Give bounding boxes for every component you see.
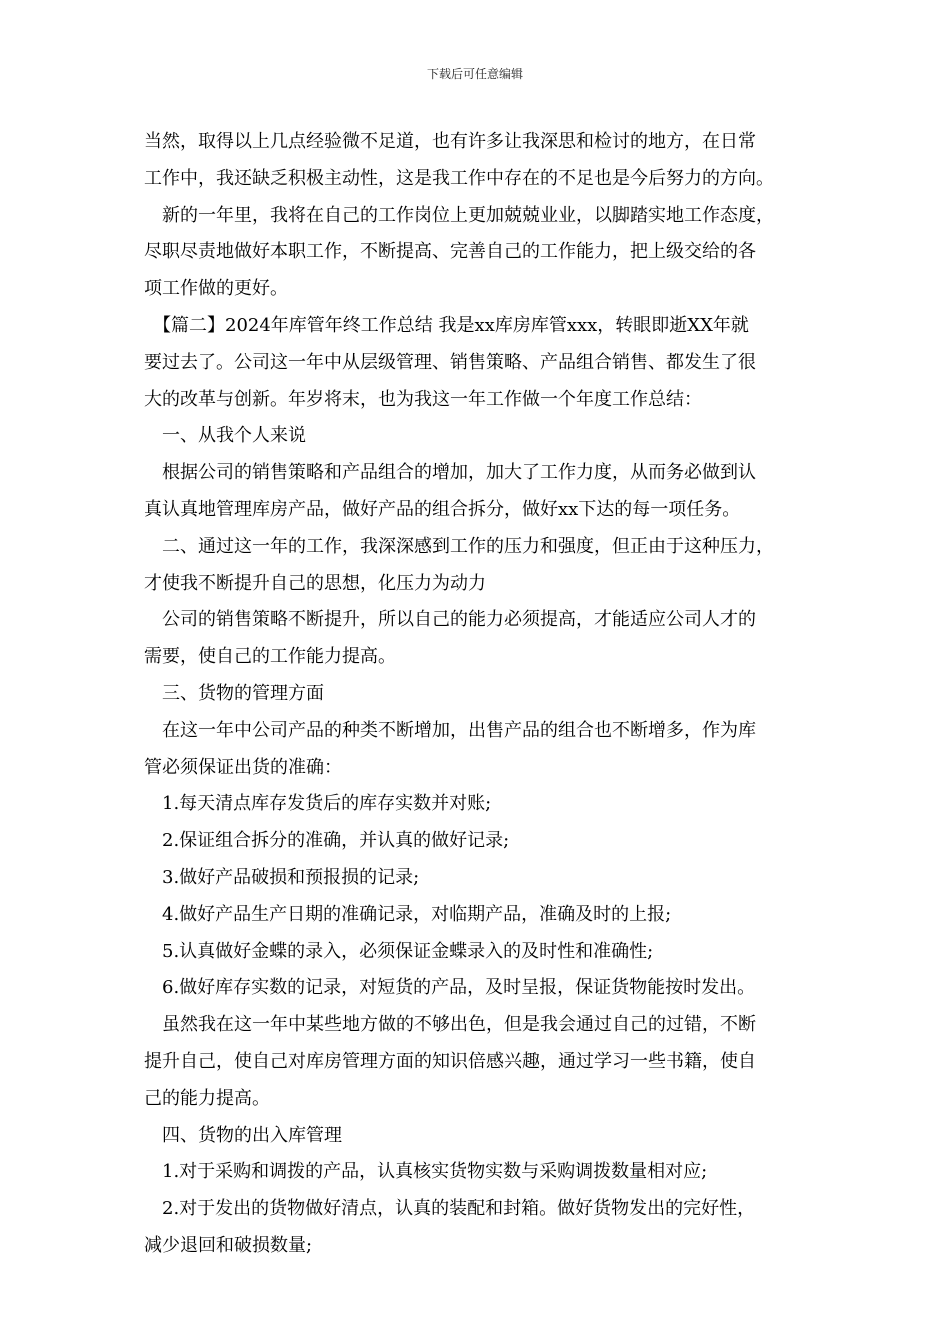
list-item: 2.对于发出的货物做好清点，认真的装配和封箱。做好货物发出的完好性， — [144, 1198, 756, 1220]
text-line: 虽然我在这一年中某些地方做的不够出色，但是我会通过自己的过错，不断 — [144, 1014, 756, 1036]
text-line: 需要，使自己的工作能力提高。 — [144, 646, 396, 668]
text-line: 在这一年中公司产品的种类不断增加，出售产品的组合也不断增多，作为库 — [144, 719, 756, 741]
list-item: 4.做好产品生产日期的准确记录，对临期产品，准确及时的上报; — [144, 903, 672, 925]
list-item: 5.认真做好金蝶的录入，必须保证金蝶录入的及时性和准确性; — [144, 940, 654, 962]
text-line: 真认真地管理库房产品，做好产品的组合拆分，做好xx下达的每一项任务。 — [144, 498, 741, 520]
section-heading: 二、通过这一年的工作，我深深感到工作的压力和强度，但正由于这种压力， — [144, 535, 774, 557]
text-line: 才使我不断提升自己的思想，化压力为动力 — [144, 572, 486, 594]
text-line: 己的能力提高。 — [144, 1087, 270, 1109]
text-line: 减少退回和破损数量; — [144, 1234, 313, 1256]
text-line: 公司的销售策略不断提升，所以自己的能力必须提高，才能适应公司人才的 — [144, 609, 756, 631]
text-line: 【篇二】2024年库管年终工作总结 我是xx库房库管xxx，转眼即逝XX年就 — [144, 314, 749, 336]
text-line: 项工作做的更好。 — [144, 278, 288, 300]
text-line: 工作中，我还缺乏积极主动性，这是我工作中存在的不足也是今后努力的方向。 — [144, 167, 774, 189]
section-heading: 一、从我个人来说 — [144, 425, 306, 447]
text-line: 新的一年里，我将在自己的工作岗位上更加兢兢业业，以脚踏实地工作态度， — [144, 204, 774, 226]
text-line: 管必须保证出货的准确： — [144, 756, 342, 778]
list-item: 1.每天清点库存发货后的库存实数并对账; — [144, 793, 492, 815]
page-header: 下载后可任意编辑 — [426, 67, 523, 81]
document-body — [144, 124, 824, 1265]
text-line: 当然，取得以上几点经验微不足道，也有许多让我深思和检讨的地方，在日常 — [144, 131, 756, 152]
text-line: 根据公司的销售策略和产品组合的增加，加大了工作力度，从而务必做到认 — [144, 462, 756, 484]
text-line: 大的改革与创新。年岁将末，也为我这一年工作做一个年度工作总结： — [144, 388, 702, 410]
section-heading: 四、货物的出入库管理 — [144, 1124, 342, 1146]
list-item: 1.对于采购和调拨的产品，认真核实货物实数与采购调拨数量相对应; — [144, 1161, 708, 1183]
list-item: 3.做好产品破损和预报损的记录; — [144, 866, 420, 888]
list-item: 2.保证组合拆分的准确，并认真的做好记录; — [144, 830, 510, 852]
list-item: 6.做好库存实数的记录，对短货的产品，及时呈报，保证货物能按时发出。 — [144, 977, 756, 999]
text-line: 要过去了。公司这一年中从层级管理、销售策略、产品组合销售、都发生了很 — [144, 351, 756, 373]
section-heading: 三、货物的管理方面 — [144, 682, 324, 704]
text-line: 提升自己，使自己对库房管理方面的知识倍感兴趣，通过学习一些书籍，使自 — [144, 1050, 756, 1072]
text-line: 尽职尽责地做好本职工作，不断提高、完善自己的工作能力，把上级交给的各 — [144, 241, 756, 263]
